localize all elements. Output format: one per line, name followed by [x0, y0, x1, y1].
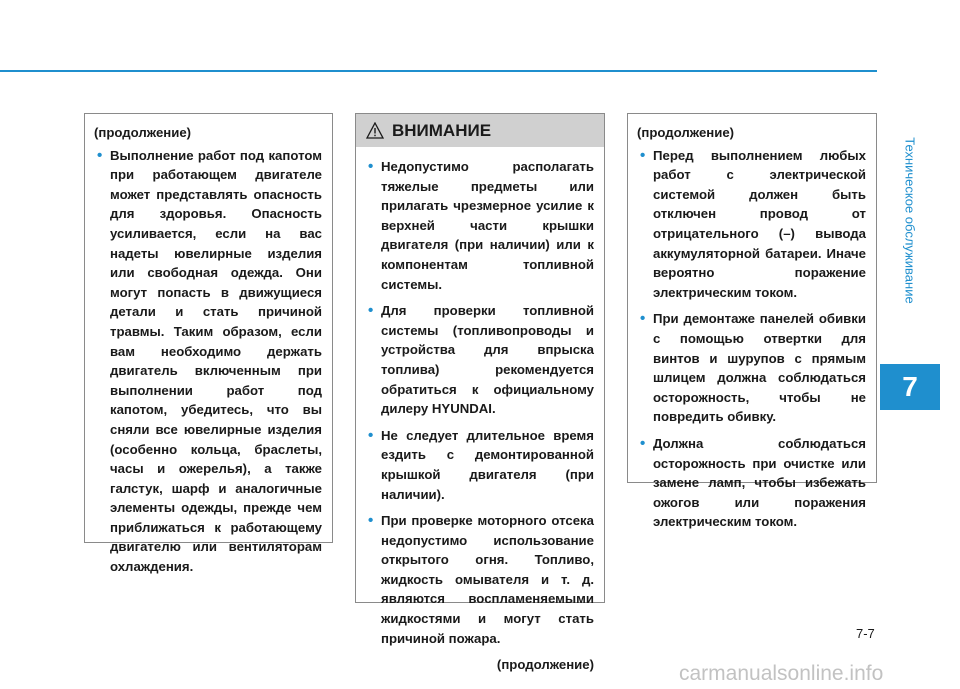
- caution-body: [356, 147, 604, 675]
- caution-item: • Недопустимо располагать тяжелые предметы или прилагать чрезмерное усилие к верхней части крышки двигателя (при наличии) или к компонентам топливной системы.: [365, 157, 594, 294]
- left-warning-panel: [84, 113, 333, 575]
- top-rule: [0, 70, 877, 72]
- caution-header: [356, 114, 604, 147]
- caution-item: • При проверке моторного отсека недопустимо использование открытого огня. Топливо, жидкость омывателя и т. д. являются воспламеняемыми жидкостями и могут стать причиной пожара.: [365, 511, 594, 648]
- warning-triangle-icon: [366, 122, 384, 139]
- left-panel-item: • Выполнение работ под капотом при работающем двигателе может представлять опасность для здоровья. Опасность усиливается, если на вас надеты ювелирные изделия или свободная одежда. Они могут попасть в движущиеся детали и стать причиной травмы. Таким образом, если вам необходимо держать двигатель включенным при выполнении работ под капотом, убедитесь, что вы сняли все ювелирные изделия (особенно кольца, браслеты, часы и ожерелья), а также галстук, шарф и аналогичные элементы одежды, прежде чем приближаться к работающему двигателю или вентиляторам охлаждения.: [94, 146, 322, 577]
- right-panel-item: • Должна соблюдаться осторожность при очистке или замене ламп, чтобы избежать ожогов или поражения электрическим током.: [637, 434, 866, 532]
- caution-title: ВНИМАНИЕ: [392, 120, 492, 140]
- caution-item: • Не следует длительное время ездить с демонтированной крышкой двигателя (при наличии).: [365, 426, 594, 504]
- caution-item: • Для проверки топливной системы (топливопроводы и устройства для впрыска топлива) рекомендуется обратиться к официальному дилеру HYUNDAI.: [365, 301, 594, 419]
- page-number: 7-7: [856, 626, 875, 641]
- watermark-text: carmanualsonline.info: [679, 662, 884, 685]
- caution-panel: [355, 113, 605, 673]
- right-panel-heading: (продолжение): [637, 125, 735, 140]
- left-panel-heading: (продолжение): [94, 125, 192, 140]
- section-title: Техническое обслуживание: [902, 136, 918, 304]
- chapter-tab: [880, 364, 940, 410]
- right-panel-item: • Перед выполнением любых работ с электрической системой должен быть отключен провод от отрицательного (–) вывода аккумуляторной батареи. Иначе вероятно поражение электрическим током.: [637, 146, 866, 303]
- chapter-number: 7: [902, 371, 918, 402]
- section-side-label: [880, 70, 940, 370]
- right-panel-item: • При демонтаже панелей обивки с помощью отвертки для винтов и шурупов с прямым шлицем должна соблюдаться осторожность, чтобы не повредить обивку.: [637, 309, 866, 427]
- right-warning-panel: [627, 113, 877, 530]
- caution-continued: (продолжение): [496, 657, 594, 673]
